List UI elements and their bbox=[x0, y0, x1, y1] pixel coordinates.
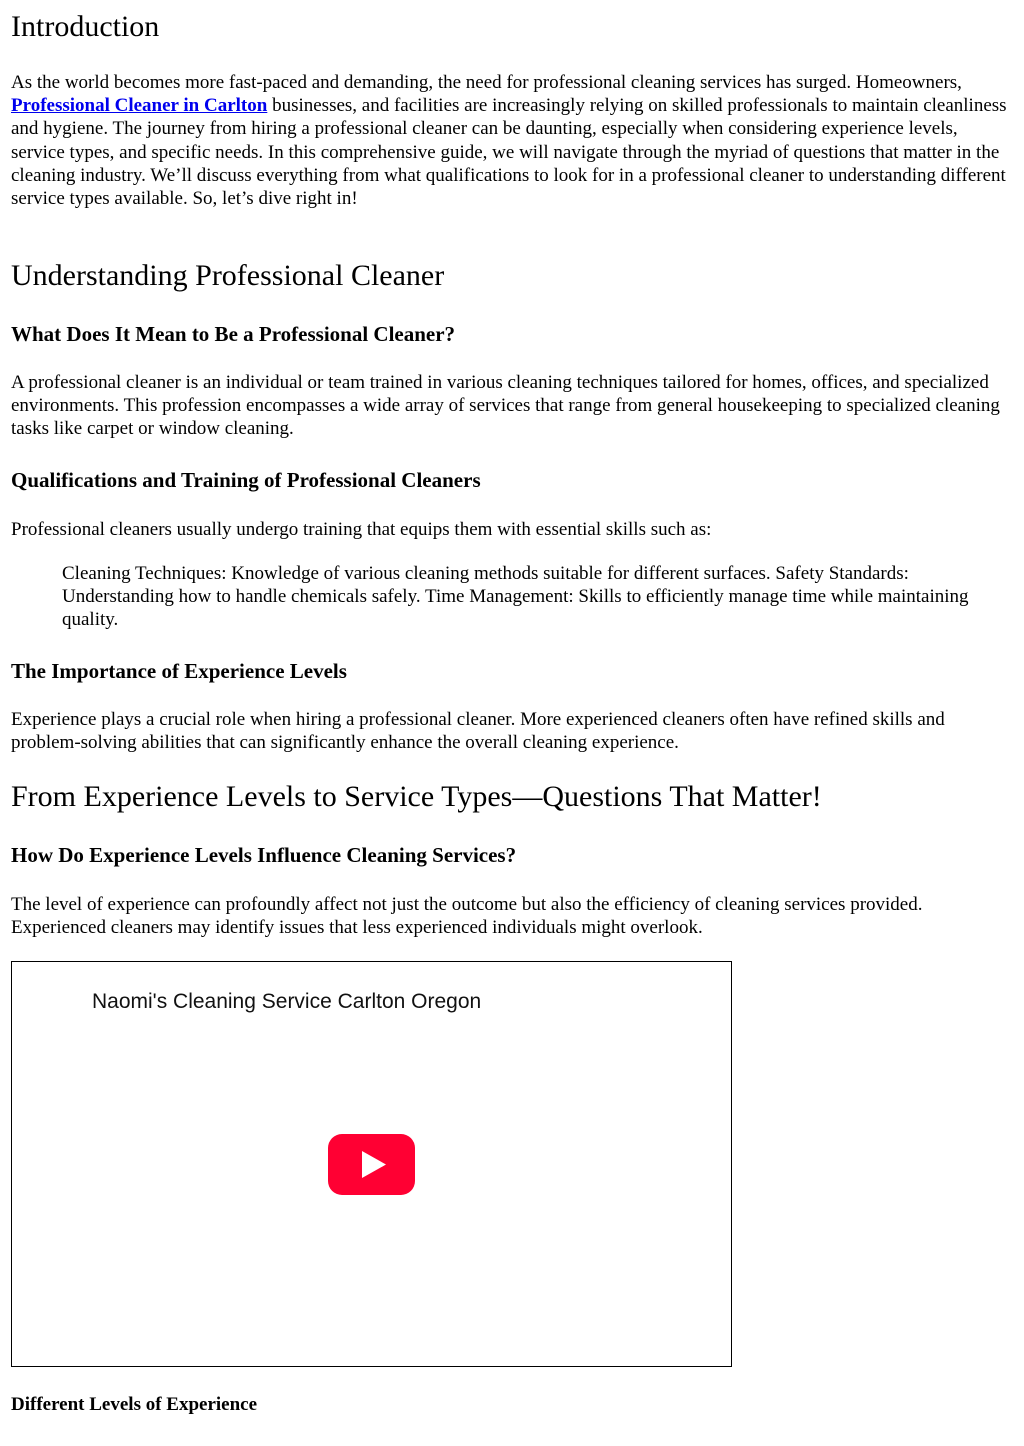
qualifications-paragraph: Professional cleaners usually undergo training that equips them with essential skills such as: bbox=[11, 519, 712, 540]
levels-heading: Different Levels of Experience bbox=[11, 1394, 258, 1415]
what-heading: What Does It Mean to Be a Professional Cleaner? bbox=[11, 322, 456, 346]
from-experience-heading: From Experience Levels to Service Types—Questions That Matter! bbox=[11, 780, 822, 813]
qualifications-heading: Qualifications and Training of Professional Cleaners bbox=[11, 468, 481, 492]
how-paragraph: The level of experience can profoundly affect not just the outcome but also the efficiency of cleaning services provided. Experienced cleaners may identify issues that less experienced individuals might overlook. bbox=[11, 894, 923, 939]
how-heading: How Do Experience Levels Influence Cleaning Services? bbox=[11, 843, 517, 867]
professional-cleaner-link[interactable]: Professional Cleaner in Carlton bbox=[11, 95, 268, 117]
intro-heading: Introduction bbox=[11, 10, 160, 43]
youtube-play-icon[interactable] bbox=[328, 1134, 415, 1195]
video-title[interactable]: Naomi's Cleaning Service Carlton Oregon bbox=[92, 990, 482, 1013]
intro-paragraph bbox=[11, 71, 1013, 210]
intro-text-after: businesses, and facilities are increasingly relying on skilled professionals to maintain cleanliness and hygiene. The journey from hiring a professional cleaner can be daunting, especially when considering experience levels, service types, and specific needs. In this comprehensive guide, we will navigate through the myriad of questions that matter in the cleaning industry. We’ll discuss everything from what qualifications to look for in a professional cleaner to understanding different service types available. So, let’s dive right in! bbox=[11, 95, 1007, 210]
intro-text-before: As the world becomes more fast-paced and demanding, the need for professional cleaning services has surged. Homeowners, bbox=[11, 72, 962, 93]
qualifications-blockquote: Cleaning Techniques: Knowledge of various cleaning methods suitable for different surfaces. Safety Standards: Understanding how to handle chemicals safely. Time Management: Skills to efficiently manage time while maintaining quality. bbox=[62, 563, 969, 631]
video-embed[interactable] bbox=[11, 961, 732, 1367]
importance-paragraph: Experience plays a crucial role when hiring a professional cleaner. More experienced cleaners often have refined skills and problem-solving abilities that can significantly enhance the overall cleaning experience. bbox=[11, 709, 945, 754]
what-paragraph: A professional cleaner is an individual or team trained in various cleaning techniques tailored for homes, offices, and specialized environments. This profession encompasses a wide array of services that range from general housekeeping to specialized cleaning tasks like carpet or window cleaning. bbox=[11, 372, 1000, 440]
understanding-heading: Understanding Professional Cleaner bbox=[11, 259, 445, 292]
importance-heading: The Importance of Experience Levels bbox=[11, 659, 347, 683]
